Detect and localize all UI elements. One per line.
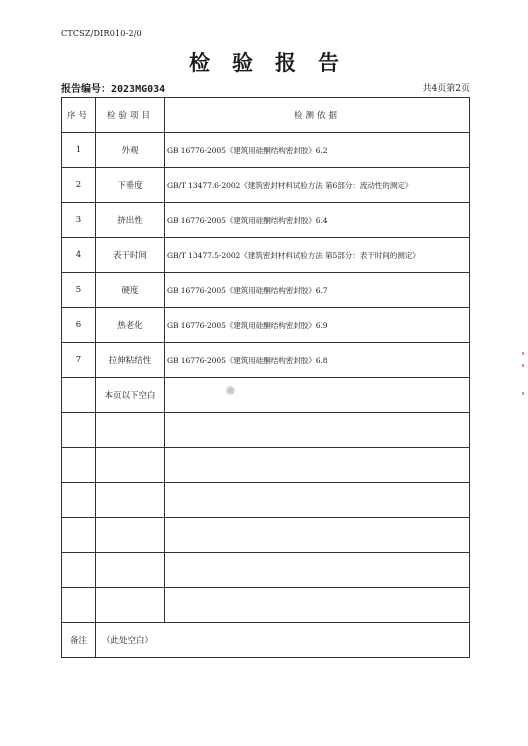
- edge-mark: [522, 364, 524, 367]
- report-number-value: 2023MG034: [111, 84, 166, 95]
- row-basis: [165, 588, 470, 623]
- row-basis: GB 16776-2005《建筑用硅酮结构密封胶》6.8: [165, 343, 470, 378]
- edge-mark: [522, 352, 524, 355]
- remark-label: 备注: [62, 623, 96, 658]
- table-row: [62, 448, 470, 483]
- row-item: 下垂度: [96, 168, 165, 203]
- table-row: [62, 308, 470, 343]
- row-basis: GB 16776-2005《建筑用硅酮结构密封胶》6.2: [165, 133, 470, 168]
- table-row: [62, 203, 470, 238]
- row-no: [62, 588, 96, 623]
- row-no: 3: [62, 203, 96, 238]
- remark-text: （此处空白）: [96, 623, 470, 658]
- row-no: [62, 553, 96, 588]
- row-no: 1: [62, 133, 96, 168]
- table-header-row: [62, 98, 470, 133]
- table-row: [62, 273, 470, 308]
- row-no: 7: [62, 343, 96, 378]
- row-basis: GB 16776-2005《建筑用硅酮结构密封胶》6.7: [165, 273, 470, 308]
- remark-row: [62, 623, 470, 658]
- row-item: [96, 553, 165, 588]
- column-header-item: 检验项目: [96, 98, 165, 133]
- row-basis: GB/T 13477.6-2002《建筑密封材料试验方法 第6部分：流动性的测定》: [165, 168, 470, 203]
- table-row: [62, 133, 470, 168]
- row-item: [96, 588, 165, 623]
- row-no: 5: [62, 273, 96, 308]
- row-basis: [165, 448, 470, 483]
- row-item: 硬度: [96, 273, 165, 308]
- row-item: [96, 413, 165, 448]
- row-item: [96, 518, 165, 553]
- row-item: 表干时间: [96, 238, 165, 273]
- row-item: [96, 448, 165, 483]
- table-row: [62, 553, 470, 588]
- report-number-label: 报告编号：: [61, 84, 111, 95]
- row-no: 4: [62, 238, 96, 273]
- row-basis: [165, 553, 470, 588]
- column-header-basis: 检测依据: [165, 98, 470, 133]
- table-row: [62, 168, 470, 203]
- ink-smudge: [226, 386, 235, 395]
- row-basis: [165, 378, 470, 413]
- inspection-table: [61, 97, 470, 658]
- row-item: 外观: [96, 133, 165, 168]
- column-header-no: 序号: [62, 98, 96, 133]
- page-count: 共4页第2页: [422, 84, 470, 94]
- row-basis: GB/T 13477.5-2002《建筑密封材料试验方法 第5部分：表干时间的测定》: [165, 238, 470, 273]
- table-row: [62, 413, 470, 448]
- row-no: [62, 448, 96, 483]
- row-no: [62, 378, 96, 413]
- table-row: [62, 343, 470, 378]
- row-no: [62, 518, 96, 553]
- table-row: [62, 483, 470, 518]
- row-basis: GB 16776-2005《建筑用硅酮结构密封胶》6.9: [165, 308, 470, 343]
- page-title: 检验报告: [189, 51, 361, 75]
- row-item: 热老化: [96, 308, 165, 343]
- row-basis: [165, 483, 470, 518]
- row-basis: GB 16776-2005《建筑用硅酮结构密封胶》6.4: [165, 203, 470, 238]
- row-item: 拉伸粘结性: [96, 343, 165, 378]
- row-basis: [165, 518, 470, 553]
- row-no: 6: [62, 308, 96, 343]
- document-code: CTCSZ/DIR010-2/0: [61, 29, 142, 38]
- row-basis: [165, 413, 470, 448]
- table-row: [62, 588, 470, 623]
- row-no: [62, 483, 96, 518]
- report-number: [61, 80, 165, 95]
- table-row: [62, 518, 470, 553]
- row-item: 挤出性: [96, 203, 165, 238]
- table-row: [62, 238, 470, 273]
- table-row: [62, 378, 470, 413]
- row-item: 本页以下空白: [96, 378, 165, 413]
- row-no: [62, 413, 96, 448]
- edge-mark: [522, 392, 524, 395]
- row-no: 2: [62, 168, 96, 203]
- row-item: [96, 483, 165, 518]
